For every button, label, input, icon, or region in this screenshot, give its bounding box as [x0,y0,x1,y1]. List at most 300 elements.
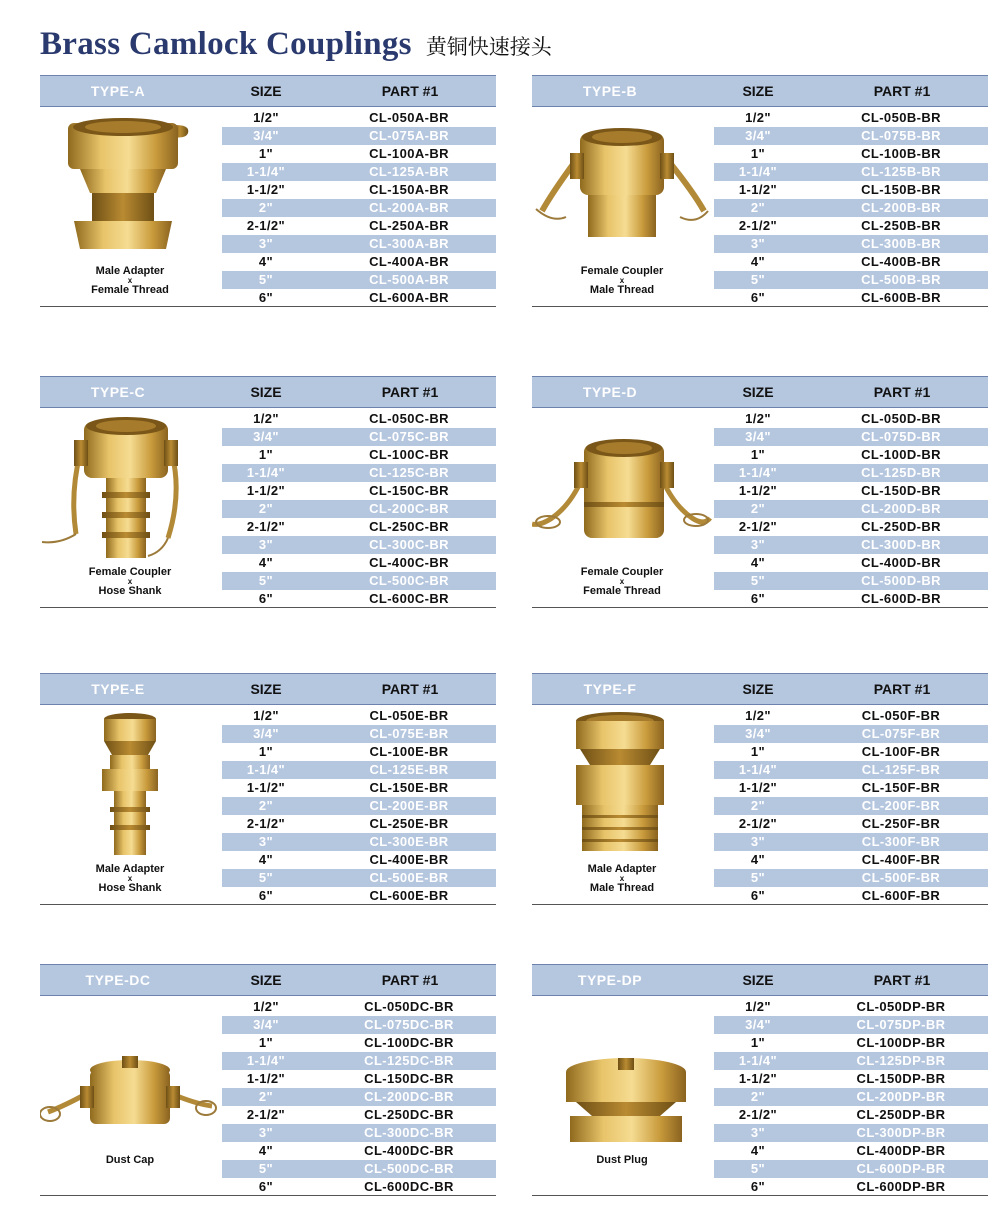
type-label: TYPE-C [90,384,146,400]
size-cell: 1" [258,447,274,462]
table-row [222,145,496,163]
type-label: TYPE-B [582,83,638,99]
part-number-cell: CL-125E-BR [369,762,449,777]
table-row [222,1034,496,1052]
size-cell: 3" [258,834,274,849]
size-cell: 5" [750,1161,766,1176]
part-number-cell: CL-250DP-BR [856,1107,946,1122]
table-row [222,1160,496,1178]
size-cell: 1/2" [745,708,771,723]
divider [40,904,496,905]
table-row [714,428,988,446]
size-cell: 6" [750,888,766,903]
table-row [222,1124,496,1142]
panel-header [532,673,988,705]
panel-type-d [532,376,988,608]
size-cell: 1" [750,447,766,462]
size-cell: 4" [750,254,766,269]
size-cell: 6" [258,290,274,305]
part-number-cell: CL-125B-BR [861,164,941,179]
size-cell: 5" [258,1161,274,1176]
size-cell: 1/2" [253,999,279,1014]
part-number-cell: CL-400DP-BR [856,1143,946,1158]
product-caption [40,265,220,297]
table-row [714,725,988,743]
part-number-cell: CL-600E-BR [369,888,449,903]
product-caption [532,566,712,598]
table-row [714,410,988,428]
size-cell: 1-1/2" [246,182,286,197]
part-number-cell: CL-500C-BR [369,573,449,588]
female-coupler-male-thread-image [532,113,712,263]
divider [532,904,988,905]
panel-type-c [40,376,496,608]
part-number-cell: CL-075D-BR [861,429,941,444]
table-row [714,217,988,235]
size-cell: 3/4" [745,128,771,143]
part-number-cell: CL-075DC-BR [364,1017,454,1032]
table-row [714,851,988,869]
part-number-cell: CL-300C-BR [369,537,449,552]
title-english: Brass Camlock Couplings [40,26,412,62]
caption-connector: x [127,874,133,883]
panel-type-b [532,75,988,307]
table-row [714,518,988,536]
part-number-cell: CL-600DP-BR [856,1161,946,1176]
size-cell: 6" [258,1179,274,1194]
size-cell: 3/4" [253,128,279,143]
part-number-cell: CL-300D-BR [861,537,941,552]
size-cell: 2-1/2" [246,816,286,831]
type-label: TYPE-F [583,681,637,697]
panel-header [532,376,988,408]
size-cell: 5" [750,870,766,885]
size-cell: 1/2" [253,110,279,125]
size-part-table [714,109,988,307]
part-number-cell: CL-250B-BR [861,218,941,233]
part-number-cell: CL-050C-BR [369,411,449,426]
product-caption [40,566,220,598]
size-cell: 5" [750,272,766,287]
divider [532,607,988,608]
caption-line-2: Hose Shank [98,882,162,894]
table-row [714,1124,988,1142]
part-number-cell: CL-050A-BR [369,110,449,125]
size-part-table [714,707,988,905]
divider [40,306,496,307]
size-cell: 1/2" [745,110,771,125]
panel-type-e [40,673,496,905]
size-cell: 2-1/2" [738,519,778,534]
size-cell: 1-1/4" [246,1053,286,1068]
table-row [714,536,988,554]
female-coupler-hose-shank-image [40,414,220,564]
size-cell: 3/4" [253,429,279,444]
table-row [222,761,496,779]
size-cell: 1" [750,744,766,759]
part-header: PART #1 [381,384,439,400]
table-row [714,163,988,181]
part-number-cell: CL-250D-BR [861,519,941,534]
size-cell: 1" [258,1035,274,1050]
size-cell: 1" [750,1035,766,1050]
size-cell: 3/4" [745,429,771,444]
part-header: PART #1 [381,83,439,99]
size-cell: 3/4" [253,726,279,741]
size-cell: 3" [750,236,766,251]
part-number-cell: CL-400E-BR [369,852,449,867]
table-row [714,199,988,217]
dust-cap-image [40,1002,220,1152]
part-number-cell: CL-200D-BR [861,501,941,516]
panel-header [40,75,496,107]
table-row [714,1016,988,1034]
size-cell: 2" [258,501,274,516]
part-number-cell: CL-400F-BR [861,852,941,867]
panel-type-dp [532,964,988,1196]
caption-line-2: Male Thread [589,284,655,296]
table-row [222,1178,496,1196]
part-number-cell: CL-125DC-BR [364,1053,454,1068]
table-row [222,271,496,289]
part-number-cell: CL-500D-BR [861,573,941,588]
table-row [714,1106,988,1124]
size-cell: 4" [750,852,766,867]
part-number-cell: CL-050DP-BR [856,999,946,1014]
type-label: TYPE-A [90,83,146,99]
table-row [714,464,988,482]
size-cell: 1/2" [745,999,771,1014]
size-cell: 3" [258,236,274,251]
table-row [222,482,496,500]
part-number-cell: CL-100DC-BR [364,1035,454,1050]
table-row [222,554,496,572]
size-cell: 2-1/2" [246,1107,286,1122]
part-number-cell: CL-100B-BR [861,146,941,161]
product-caption [532,1154,712,1167]
part-number-cell: CL-200A-BR [369,200,449,215]
table-row [714,1088,988,1106]
table-row [222,1016,496,1034]
table-row [714,998,988,1016]
product-caption [532,863,712,895]
size-header: SIZE [250,681,282,697]
table-row [222,536,496,554]
product-caption [40,1154,220,1167]
size-cell: 1-1/4" [246,762,286,777]
size-cell: 1-1/4" [246,465,286,480]
panel-type-dc [40,964,496,1196]
size-cell: 1-1/4" [738,164,778,179]
size-cell: 2-1/2" [738,218,778,233]
part-number-cell: CL-300E-BR [369,834,449,849]
panel-header [40,376,496,408]
size-header: SIZE [250,972,282,988]
part-header: PART #1 [873,972,931,988]
table-row [222,797,496,815]
part-number-cell: CL-500A-BR [369,272,449,287]
table-row [222,572,496,590]
part-number-cell: CL-200C-BR [369,501,449,516]
table-row [714,779,988,797]
panel-header [40,964,496,996]
table-row [714,253,988,271]
table-row [714,1142,988,1160]
table-row [222,464,496,482]
type-label: TYPE-DP [577,972,643,988]
caption-connector: x [127,276,133,285]
part-number-cell: CL-400D-BR [861,555,941,570]
size-cell: 1/2" [745,411,771,426]
divider [532,1195,988,1196]
caption-line-1: Female Coupler [580,566,664,578]
table-row [222,1088,496,1106]
size-cell: 1-1/2" [738,483,778,498]
size-cell: 1-1/4" [738,762,778,777]
part-number-cell: CL-125D-BR [861,465,941,480]
part-number-cell: CL-250F-BR [861,816,941,831]
table-row [222,500,496,518]
part-number-cell: CL-500E-BR [369,870,449,885]
part-number-cell: CL-075B-BR [861,128,941,143]
size-part-table [222,998,496,1196]
part-number-cell: CL-050E-BR [369,708,449,723]
part-number-cell: CL-125DP-BR [856,1053,946,1068]
size-cell: 1" [258,146,274,161]
panel-type-f [532,673,988,905]
part-number-cell: CL-125C-BR [369,465,449,480]
divider [40,607,496,608]
table-row [222,833,496,851]
caption-connector: x [619,874,625,883]
part-number-cell: CL-500F-BR [861,870,941,885]
male-adapter-male-thread-image [532,711,712,861]
table-row [222,887,496,905]
part-number-cell: CL-100DP-BR [856,1035,946,1050]
size-cell: 2" [258,798,274,813]
product-caption [40,863,220,895]
part-number-cell: CL-100D-BR [861,447,941,462]
size-cell: 6" [258,888,274,903]
table-row [222,127,496,145]
type-label: TYPE-E [91,681,145,697]
table-row [222,743,496,761]
size-cell: 1-1/2" [246,1071,286,1086]
size-cell: 3" [750,834,766,849]
part-number-cell: CL-150DC-BR [364,1071,454,1086]
part-number-cell: CL-100A-BR [369,146,449,161]
part-number-cell: CL-075A-BR [369,128,449,143]
size-cell: 1-1/4" [246,164,286,179]
size-cell: 1" [258,744,274,759]
part-number-cell: CL-300F-BR [861,834,941,849]
table-row [222,590,496,608]
size-cell: 1-1/4" [738,1053,778,1068]
size-cell: 2-1/2" [738,816,778,831]
size-cell: 5" [258,573,274,588]
table-row [714,145,988,163]
size-cell: 2-1/2" [246,218,286,233]
table-row [222,1052,496,1070]
part-number-cell: CL-100C-BR [369,447,449,462]
part-number-cell: CL-150C-BR [369,483,449,498]
dust-plug-image [532,1002,712,1152]
table-row [222,1106,496,1124]
type-label: TYPE-D [582,384,638,400]
table-row [714,127,988,145]
part-header: PART #1 [381,972,439,988]
part-number-cell: CL-200F-BR [861,798,941,813]
panel-header [532,75,988,107]
size-cell: 3" [750,1125,766,1140]
caption-line-2: Hose Shank [98,585,162,597]
size-cell: 3" [258,537,274,552]
part-number-cell: CL-600B-BR [861,290,941,305]
caption-line-2: Male Thread [589,882,655,894]
size-cell: 6" [258,591,274,606]
table-row [222,518,496,536]
size-cell: 2" [258,200,274,215]
part-header: PART #1 [381,681,439,697]
part-number-cell: CL-125A-BR [369,164,449,179]
table-row [714,707,988,725]
size-cell: 4" [750,555,766,570]
size-header: SIZE [742,681,774,697]
part-number-cell: CL-200B-BR [861,200,941,215]
part-number-cell: CL-150D-BR [861,483,941,498]
caption-line-1: Dust Cap [105,1154,155,1166]
table-row [714,833,988,851]
table-row [222,235,496,253]
table-row [222,446,496,464]
caption-connector: x [127,577,133,586]
part-number-cell: CL-400DC-BR [364,1143,454,1158]
part-number-cell: CL-075E-BR [369,726,449,741]
size-cell: 1-1/2" [246,483,286,498]
part-number-cell: CL-400B-BR [861,254,941,269]
size-cell: 4" [258,555,274,570]
size-cell: 3/4" [745,1017,771,1032]
divider [40,1195,496,1196]
caption-connector: x [619,577,625,586]
size-cell: 1-1/2" [738,182,778,197]
size-cell: 6" [750,591,766,606]
part-number-cell: CL-600F-BR [861,888,941,903]
table-row [222,428,496,446]
size-cell: 2" [258,1089,274,1104]
size-cell: 3/4" [253,1017,279,1032]
caption-line-1: Female Coupler [580,265,664,277]
table-row [714,1160,988,1178]
size-part-table [714,410,988,608]
part-number-cell: CL-600A-BR [369,290,449,305]
part-number-cell: CL-150E-BR [369,780,449,795]
size-cell: 1/2" [253,411,279,426]
part-number-cell: CL-500DC-BR [364,1161,454,1176]
part-number-cell: CL-200E-BR [369,798,449,813]
part-number-cell: CL-125F-BR [861,762,941,777]
part-header: PART #1 [873,681,931,697]
table-row [714,271,988,289]
part-number-cell: CL-075F-BR [861,726,941,741]
table-row [714,500,988,518]
part-number-cell: CL-050F-BR [861,708,941,723]
table-row [222,779,496,797]
size-part-table [222,410,496,608]
size-cell: 5" [258,272,274,287]
size-cell: 2" [750,798,766,813]
panel-header [40,673,496,705]
male-adapter-female-thread-image [40,113,220,263]
table-row [714,761,988,779]
size-cell: 1" [750,146,766,161]
size-cell: 4" [258,852,274,867]
part-number-cell: CL-250A-BR [369,218,449,233]
part-header: PART #1 [873,384,931,400]
table-row [714,590,988,608]
size-cell: 6" [750,290,766,305]
table-row [222,1070,496,1088]
size-header: SIZE [742,83,774,99]
part-number-cell: CL-075DP-BR [856,1017,946,1032]
size-cell: 3/4" [745,726,771,741]
size-cell: 1-1/2" [246,780,286,795]
table-row [714,887,988,905]
size-cell: 3" [258,1125,274,1140]
panel-type-a [40,75,496,307]
caption-line-1: Male Adapter [587,863,657,875]
table-row [714,289,988,307]
caption-connector: x [619,276,625,285]
table-row [714,482,988,500]
size-cell: 4" [750,1143,766,1158]
male-adapter-hose-shank-image [40,711,220,861]
caption-line-1: Male Adapter [95,863,165,875]
size-cell: 1/2" [253,708,279,723]
table-row [714,743,988,761]
caption-line-1: Female Coupler [88,566,172,578]
table-row [222,815,496,833]
part-number-cell: CL-250DC-BR [364,1107,454,1122]
size-header: SIZE [742,972,774,988]
table-row [222,109,496,127]
title-chinese: 黄铜快速接头 [425,35,552,59]
size-cell: 3" [750,537,766,552]
table-row [222,410,496,428]
table-row [714,181,988,199]
part-number-cell: CL-500B-BR [861,272,941,287]
size-cell: 1-1/2" [738,780,778,795]
table-row [714,869,988,887]
caption-line-2: Female Thread [583,585,661,597]
size-cell: 2-1/2" [738,1107,778,1122]
caption-line-1: Dust Plug [596,1154,648,1166]
part-number-cell: CL-300DC-BR [364,1125,454,1140]
size-part-table [222,109,496,307]
table-row [222,851,496,869]
product-caption [532,265,712,297]
table-row [714,446,988,464]
part-number-cell: CL-150F-BR [861,780,941,795]
table-row [714,1034,988,1052]
part-number-cell: CL-050B-BR [861,110,941,125]
part-number-cell: CL-050DC-BR [364,999,454,1014]
table-row [222,998,496,1016]
size-cell: 4" [258,1143,274,1158]
part-number-cell: CL-400C-BR [369,555,449,570]
part-number-cell: CL-100E-BR [369,744,449,759]
table-row [714,797,988,815]
